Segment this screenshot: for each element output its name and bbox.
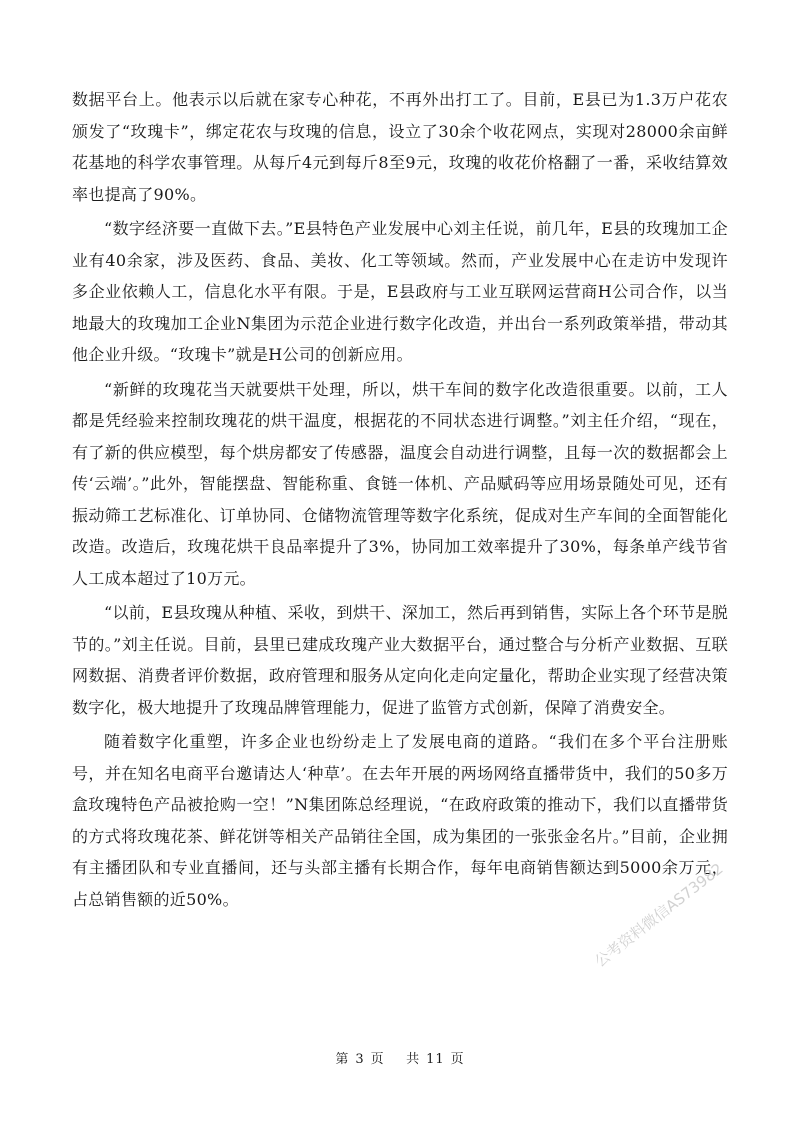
paragraph: “新鲜的玫瑰花当天就要烘干处理，所以，烘干车间的数字化改造很重要。以前，工人都是凭经验来控制玫瑰花的烘干温度，根据花的不同状态进行调整。”刘主任介绍，“现在，有了新的供应模型，每个烘房都安了传感器，温度会自动进行调整，且每一次的数据都会上传‘云端’。”此外，智能摆盘、智能称重、食链一体机、产品赋码等应用场景随处可见，还有振动筛工艺标准化、订单协同、仓储物流管理等数字化系统，促成对生产车间的全面智能化改造。改造后，玫瑰花烘干良品率提升了3%，协同加工效率提升了30%，每条单产线节省人工成本超过了10万元。 — [72, 379, 728, 588]
page-label-prefix: 第 — [335, 1052, 350, 1067]
page-current: 3 — [355, 1052, 365, 1067]
watermark-text: 公考资料微信AS73982 — [591, 859, 727, 971]
paragraph: “以前，E县玫瑰从种植、采收，到烘干、深加工，然后再到销售，实际上各个环节是脱节的。”刘主任说。目前，县里已建成玫瑰产业大数据平台，通过整合与分析产业数据、互联网数据、消费者评价数据，政府管理和服务从定向化走向定量化，帮助企业实现了经营决策数字化，极大地提升了玫瑰品牌管理能力，促进了监管方式创新，保障了消费安全。 — [72, 603, 728, 717]
total-label-suffix: 页 — [450, 1052, 465, 1067]
page-footer — [0, 1048, 800, 1067]
paragraph-continuation: 数据平台上。他表示以后就在家专心种花，不再外出打工了。目前，E县已为1.3万户花农颁发了“玫瑰卡”，绑定花农与玫瑰的信息，设立了30余个收花网点，实现对28000余亩鲜花基地的科学农事管理。从每斤4元到每斤8至9元，玫瑰的收花价格翻了一番，采收结算效率也提高了90%。 — [72, 90, 728, 204]
total-label-prefix: 共 — [406, 1052, 421, 1067]
paragraph: 随着数字化重塑，许多企业也纷纷走上了发展电商的道路。“我们在多个平台注册账号，并在知名电商平台邀请达人‘种草’。在去年开展的两场网络直播带货中，我们的50多万盒玫瑰特色产品被抢购一空！”N集团陈总经理说，“在政府政策的推动下，我们以直播带货的方式将玫瑰花茶、鲜花饼等相关产品销往全国，成为集团的一张张金名片。”目前，企业拥有主播团队和专业直播间，还与头部主播有长期合作，每年电商销售额达到5000余万元，占总销售额的近50%。 — [72, 732, 728, 909]
page-total: 11 — [426, 1052, 445, 1067]
paragraph: “数字经济要一直做下去。”E县特色产业发展中心刘主任说，前几年，E县的玫瑰加工企业有40余家，涉及医药、食品、美妆、化工等领域。然而，产业发展中心在走访中发现许多企业依赖人工，信息化水平有限。于是，E县政府与工业互联网运营商H公司合作，以当地最大的玫瑰加工企业N集团为示范企业进行数字化改造，并出台一系列政策举措，带动其他企业升级。“玫瑰卡”就是H公司的创新应用。 — [72, 219, 728, 364]
document-body — [72, 84, 728, 918]
page-label-suffix: 页 — [370, 1052, 385, 1067]
